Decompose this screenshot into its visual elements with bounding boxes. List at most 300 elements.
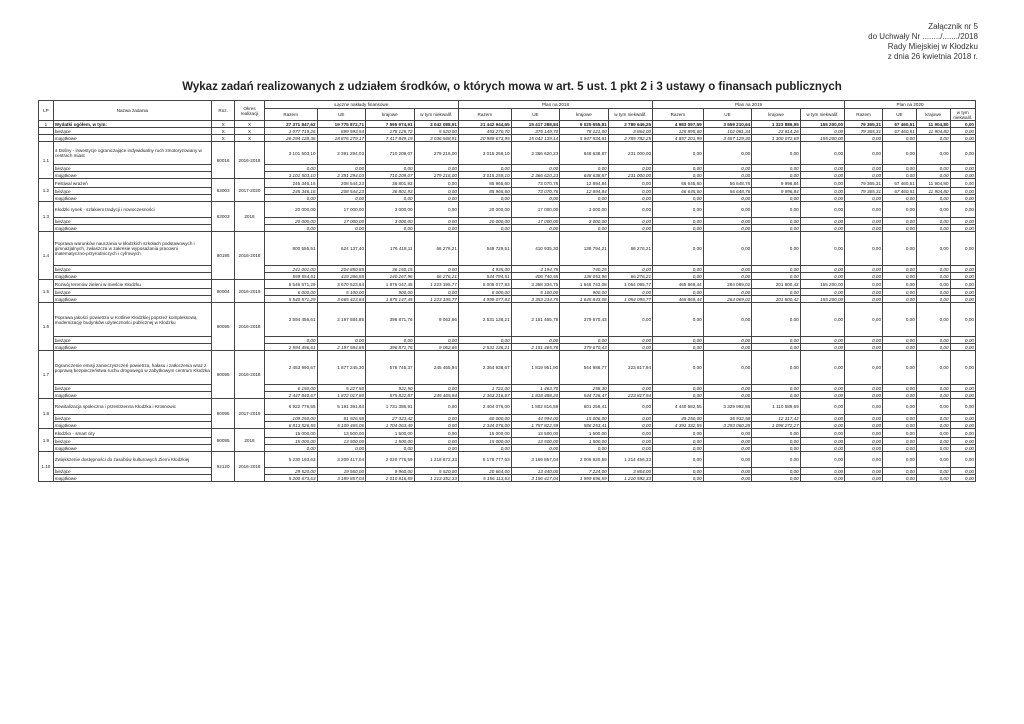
value-cell: 1 323 886,95 [752,121,801,128]
value-cell: 0,00 [845,172,883,179]
value-cell: 0,00 [608,429,652,438]
value-cell: 0,00 [703,445,752,452]
value-cell: 6 813 526,55 [264,422,317,429]
value-cell: 1 213 352,33 [414,475,458,482]
value-cell: 0,00 [916,351,950,385]
value-cell: 5 227,50 [317,385,366,392]
value-cell: 396 871,76 [366,344,415,351]
value-cell: 0,00 [845,296,883,303]
value-cell: 0,00 [845,475,883,482]
value-cell: 0,00 [653,468,704,475]
roz-cell: 80195 [212,232,235,280]
value-cell: 1 210 592,33 [608,475,652,482]
value-cell: 1 646 743,08 [560,280,609,289]
value-cell: 0,00 [845,445,883,452]
value-cell: 1 500,00 [560,429,609,438]
value-cell: 2 151 465,78 [511,303,560,337]
value-cell: 0,00 [752,303,801,337]
value-cell: 79 365,31 [845,179,883,188]
value-cell: 4 440 582,55 [653,399,704,415]
table-row [39,202,976,218]
period-cell: X [235,121,265,128]
value-cell: 0,00 [950,179,975,188]
value-cell: 0,00 [916,344,950,351]
roz-cell: 90095 [212,303,235,351]
value-cell: 0,00 [883,399,917,415]
value-cell: 66 645,60 [653,179,704,188]
value-cell: 0,00 [845,195,883,202]
value-cell: 0,00 [752,337,801,344]
value-cell: 5 520,00 [414,128,458,135]
value-cell: 0,00 [800,337,844,344]
table-row [39,445,976,452]
value-cell: 2 391 294,03 [317,172,366,179]
value-cell: 19 560,00 [317,468,366,475]
value-cell: 0,00 [703,392,752,399]
value-cell: 3 042 088,91 [414,121,458,128]
value-cell: 0,00 [916,135,950,142]
value-cell: 453 270,70 [458,128,511,135]
period-cell: 2016-2018 [235,142,265,179]
value-cell: 3 864,00 [608,468,652,475]
value-cell: 2 785 782,25 [608,135,652,142]
header-razem: Razem [653,109,704,121]
table-row [39,142,976,165]
table-row [39,128,976,135]
value-cell: 0,00 [414,225,458,232]
value-cell: 13 500,00 [317,438,366,445]
value-cell: 0,00 [950,218,975,225]
value-cell: 0,00 [608,202,652,218]
value-cell: 0,00 [800,128,844,135]
value-cell: 3 358 334,75 [511,280,560,289]
value-cell: 0,00 [845,422,883,429]
value-cell: 0,00 [950,475,975,482]
value-cell: 0,00 [264,165,317,172]
value-cell: 0,00 [950,121,975,128]
value-cell: 0,00 [800,385,844,392]
value-cell: 0,00 [845,165,883,172]
value-cell: 3 209 417,04 [317,452,366,468]
value-cell: 6 000,00 [458,289,511,296]
value-cell: 0,00 [752,225,801,232]
header-razem: Razem [264,109,317,121]
value-cell: 0,00 [317,225,366,232]
task-name-cell: bieżące [53,266,211,273]
value-cell: 19 775 872,71 [317,121,366,128]
table-row [39,392,976,399]
value-cell: 0,00 [366,337,415,344]
value-cell: 0,00 [608,289,652,296]
value-cell: 0,00 [560,225,609,232]
value-cell: 2 531 136,21 [458,344,511,351]
value-cell: 3 659 210,64 [703,121,752,128]
value-cell: 5 947 534,81 [560,135,609,142]
value-cell: 3 000,00 [560,218,609,225]
value-cell: 15 000,00 [458,438,511,445]
value-cell: 710 209,07 [366,172,415,179]
value-cell: 36 801,93 [366,179,415,188]
value-cell: 0,00 [883,475,917,482]
value-cell: 15 000,00 [264,429,317,438]
value-cell: 3 015 259,10 [458,172,511,179]
value-cell: 73 070,76 [511,179,560,188]
value-cell: 419 286,55 [317,273,366,280]
value-cell: 0,00 [883,266,917,273]
value-cell: 0,00 [916,142,950,165]
table-row [39,225,976,232]
value-cell: 0,00 [950,351,975,385]
value-cell: 17 000,00 [511,218,560,225]
value-cell: 0,00 [653,273,704,280]
value-cell: 0,00 [653,165,704,172]
value-cell: 66 276,21 [608,273,652,280]
roz-cell: 90095 [212,399,235,429]
value-cell: 1 876 047,45 [366,280,415,289]
task-name-cell: Rozwój terenów zieleni w mieście Kłodzku [53,280,211,289]
value-cell: 0,00 [916,429,950,438]
value-cell: 0,00 [916,468,950,475]
value-cell: 0,00 [458,337,511,344]
value-cell: 264 069,02 [703,280,752,289]
value-cell: 0,00 [845,468,883,475]
value-cell: 1 731 386,91 [366,399,415,415]
value-cell: 0,00 [883,429,917,438]
task-name-cell: majątkowe [53,273,211,280]
value-cell: 29 520,00 [264,468,317,475]
value-cell: 0,00 [950,337,975,344]
header-plan-2019: Plan na 2019 [653,101,845,109]
value-cell: 0,00 [800,415,844,422]
value-cell: 1 802 816,59 [511,399,560,415]
value-cell: 0,00 [800,289,844,296]
task-name-cell: majątkowe [53,135,211,142]
value-cell: 0,00 [752,142,801,165]
value-cell: 0,00 [916,202,950,218]
value-cell: 1 872 017,80 [317,392,366,399]
value-cell: 0,00 [916,337,950,344]
task-name-cell: Poprawa warunków nauczania w kłodzkich szkołach podstawowych i gimnazjalnych, zwłaszcza w zakresie wyposażania pracowni matematyczno-przyrodniczych i cyfrowych [53,232,211,266]
value-cell: 3 000,00 [366,202,415,218]
value-cell: 0,00 [845,266,883,273]
value-cell: 36 150,15 [366,266,415,273]
value-cell: 0,00 [317,165,366,172]
value-cell: 5 191 391,64 [317,399,366,415]
value-cell: 27 371 847,62 [264,121,317,128]
table-row [39,475,976,482]
value-cell: 0,00 [950,445,975,452]
roz-cell: 90004 [212,280,235,303]
value-cell: 1 877 245,30 [317,351,366,385]
value-cell: 60 000,00 [458,415,511,422]
value-cell: 0,00 [264,195,317,202]
attachment-line-3: Rady Miejskiej w Kłodzku [887,42,978,51]
header-krajowe: krajowe [366,109,415,121]
task-name-cell: majątkowe [53,475,211,482]
table-row [39,218,976,225]
header-wtym: w tym niekwalif. [608,109,652,121]
value-cell: 155 200,00 [800,135,844,142]
value-cell: 0,00 [703,289,752,296]
lp-cell: 1.9 [39,429,54,452]
value-cell: 0,00 [264,337,317,344]
value-cell: 0,00 [703,165,752,172]
value-cell: 0,00 [458,445,511,452]
value-cell: 36 801,93 [366,188,415,195]
value-cell: 66 276,21 [414,232,458,266]
value-cell: 0,00 [800,225,844,232]
value-cell: 0,00 [845,351,883,385]
value-cell: 379 670,43 [560,344,609,351]
value-cell: 138 053,96 [560,273,609,280]
value-cell: 0,00 [608,438,652,445]
value-cell: 245 465,94 [414,392,458,399]
value-cell: 0,00 [883,468,917,475]
value-cell: 586 253,41 [560,422,609,429]
value-cell: 1 757 822,59 [511,422,560,429]
value-cell: 1 722,00 [458,385,511,392]
task-name-cell: bieżące [53,468,211,475]
value-cell: 0,00 [883,303,917,337]
table-row [39,121,976,128]
roz-cell: X [212,135,235,142]
value-cell: 4 391 332,55 [653,422,704,429]
value-cell: 0,00 [752,289,801,296]
value-cell: 3 101 503,10 [264,142,317,165]
value-cell: 0,00 [883,202,917,218]
value-cell: 0,00 [800,266,844,273]
value-cell: 27 323,42 [366,415,415,422]
value-cell: 1 819 951,90 [511,351,560,385]
value-cell: 13 500,00 [511,429,560,438]
lp-cell: 1 [39,121,54,128]
value-cell: 7 417 849,19 [366,135,415,142]
value-cell: 2 789 646,25 [608,121,652,128]
value-cell: 544 794,51 [458,273,511,280]
value-cell: 0,00 [800,445,844,452]
value-cell: 0,00 [950,273,975,280]
task-name-cell: majątkowe [53,296,211,303]
value-cell: 0,00 [950,385,975,392]
value-cell: 0,00 [752,232,801,266]
value-cell: 56 648,76 [703,179,752,188]
value-cell: 0,00 [845,303,883,337]
header-krajowe: krajowe [752,109,801,121]
task-name-cell: Zwiększenie dostępności do zasobów kulturowych Ziemi Kłodzkiej [53,452,211,468]
value-cell: 0,00 [800,179,844,188]
value-cell: 67 460,51 [883,128,917,135]
value-cell: 15 000,00 [458,429,511,438]
value-cell: 0,00 [653,385,704,392]
period-cell: 2017-2020 [235,179,265,202]
table-row [39,303,976,337]
value-cell: 0,00 [703,303,752,337]
value-cell: 0,00 [608,337,652,344]
value-cell: 0,00 [653,445,704,452]
header-krajowe: krajowe [560,109,609,121]
value-cell: 2 363 216,67 [458,392,511,399]
table-row [39,289,976,296]
roz-cell: 90095 [212,429,235,452]
table-row [39,422,976,429]
value-cell: 3 189 857,04 [317,475,366,482]
value-cell: 0,00 [845,280,883,289]
header-task-name: Nazwa zadania [53,101,211,121]
value-cell: 0,00 [916,273,950,280]
header-ue: UE [883,109,917,121]
value-cell: 0,00 [414,188,458,195]
value-cell: 85 965,60 [458,179,511,188]
header-wtym: w tym niekwalif. [800,109,844,121]
value-cell: 5 546 571,29 [264,280,317,289]
value-cell: 5 156 113,63 [458,475,511,482]
value-cell: 0,00 [916,475,950,482]
value-cell: 3 670 523,84 [317,280,366,289]
value-cell: 0,00 [608,399,652,415]
value-cell: 0,00 [916,225,950,232]
value-cell: 36 932,58 [703,415,752,422]
value-cell: 11 904,80 [916,179,950,188]
value-cell: 0,00 [414,415,458,422]
value-cell: 0,00 [883,392,917,399]
value-cell: 576 745,37 [366,351,415,385]
value-cell: 900,00 [366,289,415,296]
value-cell: 66 276,21 [414,273,458,280]
period-cell: 2016-2018 [235,452,265,482]
value-cell: 0,00 [883,165,917,172]
header-roz: Roz. [212,101,235,121]
header-total-group: Łączne nakłady finansowe [264,101,458,109]
roz-cell: 63003 [212,179,235,202]
task-name-cell: bieżące [53,415,211,422]
value-cell: 0,00 [703,218,752,225]
value-cell: 2 594 456,61 [264,344,317,351]
value-cell: 23 814,26 [752,128,801,135]
table-row [39,438,976,445]
value-cell: 4 983 097,59 [653,121,704,128]
value-cell: 2 020 776,59 [366,452,415,468]
value-cell: 0,00 [511,195,560,202]
task-name-cell: majątkowe [53,344,211,351]
value-cell: 0,00 [703,475,752,482]
value-cell: 3 353 234,75 [511,296,560,303]
lp-cell: 1.4 [39,232,54,280]
value-cell: 0,00 [752,385,801,392]
value-cell: 0,00 [800,142,844,165]
value-cell: 5 005 077,83 [458,280,511,289]
value-cell: 223 817,94 [608,392,652,399]
value-cell: 4 194,75 [511,266,560,273]
value-cell: 245 465,94 [414,351,458,385]
task-name-cell: bieżące [53,385,211,392]
value-cell: 2 594 456,61 [264,303,317,337]
lp-cell: 1.2 [39,179,54,202]
value-cell: 0,00 [845,142,883,165]
value-cell: 0,00 [752,392,801,399]
value-cell: 0,00 [916,422,950,429]
value-cell: 0,00 [608,422,652,429]
value-cell: 0,00 [703,172,752,179]
value-cell: 0,00 [511,165,560,172]
value-cell: 0,00 [703,232,752,266]
value-cell: 79 365,31 [845,121,883,128]
value-cell: 0,00 [653,303,704,337]
roz-cell: X [212,128,235,135]
header-plan-2020: Plan na 2020 [845,101,976,109]
value-cell: 9 996,84 [752,188,801,195]
value-cell: 20 000,00 [458,218,511,225]
value-cell: 0,00 [845,273,883,280]
task-name-cell: Kłodzko - smart city [53,429,211,438]
value-cell: 1 818 488,20 [511,392,560,399]
roz-cell: 90095 [212,351,235,399]
table-row [39,172,976,179]
value-cell: 2 531 136,21 [458,303,511,337]
value-cell: 1 223 195,77 [414,296,458,303]
value-cell: 922,50 [366,385,415,392]
value-cell: 0,00 [883,135,917,142]
table-row [39,273,976,280]
value-cell: 5 230 193,63 [264,452,317,468]
lp-cell: 1.1 [39,142,54,179]
value-cell: 0,00 [883,142,917,165]
value-cell: 648 638,87 [560,142,609,165]
value-cell: 26 294 128,36 [264,135,317,142]
value-cell: 0,00 [752,429,801,438]
value-cell: 410 935,30 [511,232,560,266]
value-cell: 0,00 [703,438,752,445]
value-cell: 575 822,87 [366,392,415,399]
value-cell: 0,00 [845,344,883,351]
lp-cell: 1.5 [39,280,54,303]
value-cell: 0,00 [845,429,883,438]
value-cell: 0,00 [950,429,975,438]
value-cell: 67 460,51 [883,188,917,195]
task-name-cell: majątkowe [53,172,211,179]
value-cell: 0,00 [883,225,917,232]
table-row [39,452,976,468]
value-cell: 279 216,00 [414,172,458,179]
value-cell: 0,00 [703,195,752,202]
value-cell: 208 544,23 [317,188,366,195]
table-row [39,468,976,475]
value-cell: 0,00 [458,195,511,202]
value-cell: 900,00 [560,289,609,296]
value-cell: 17 000,00 [317,218,366,225]
table-row [39,337,976,344]
value-cell: 66 645,60 [653,188,704,195]
value-cell: 0,00 [317,195,366,202]
value-cell: 3 000,00 [560,202,609,218]
value-cell: 0,00 [653,172,704,179]
value-cell: 0,00 [950,172,975,179]
tasks-table [38,100,976,482]
value-cell: 0,00 [414,429,458,438]
value-cell: 0,00 [653,337,704,344]
value-cell: 544 728,47 [560,392,609,399]
value-cell: 0,00 [752,475,801,482]
value-cell: 0,00 [883,385,917,392]
value-cell: 67 460,51 [883,121,917,128]
value-cell: 15 006,00 [560,415,609,422]
value-cell: 0,00 [916,289,950,296]
value-cell: 1 218 872,33 [414,452,458,468]
value-cell: 2 151 465,78 [511,344,560,351]
value-cell: 2 364 938,67 [458,351,511,385]
value-cell: 0,00 [653,475,704,482]
value-cell: 0,00 [950,422,975,429]
task-name-cell: Wydatki ogółem, w tym: [53,121,211,128]
